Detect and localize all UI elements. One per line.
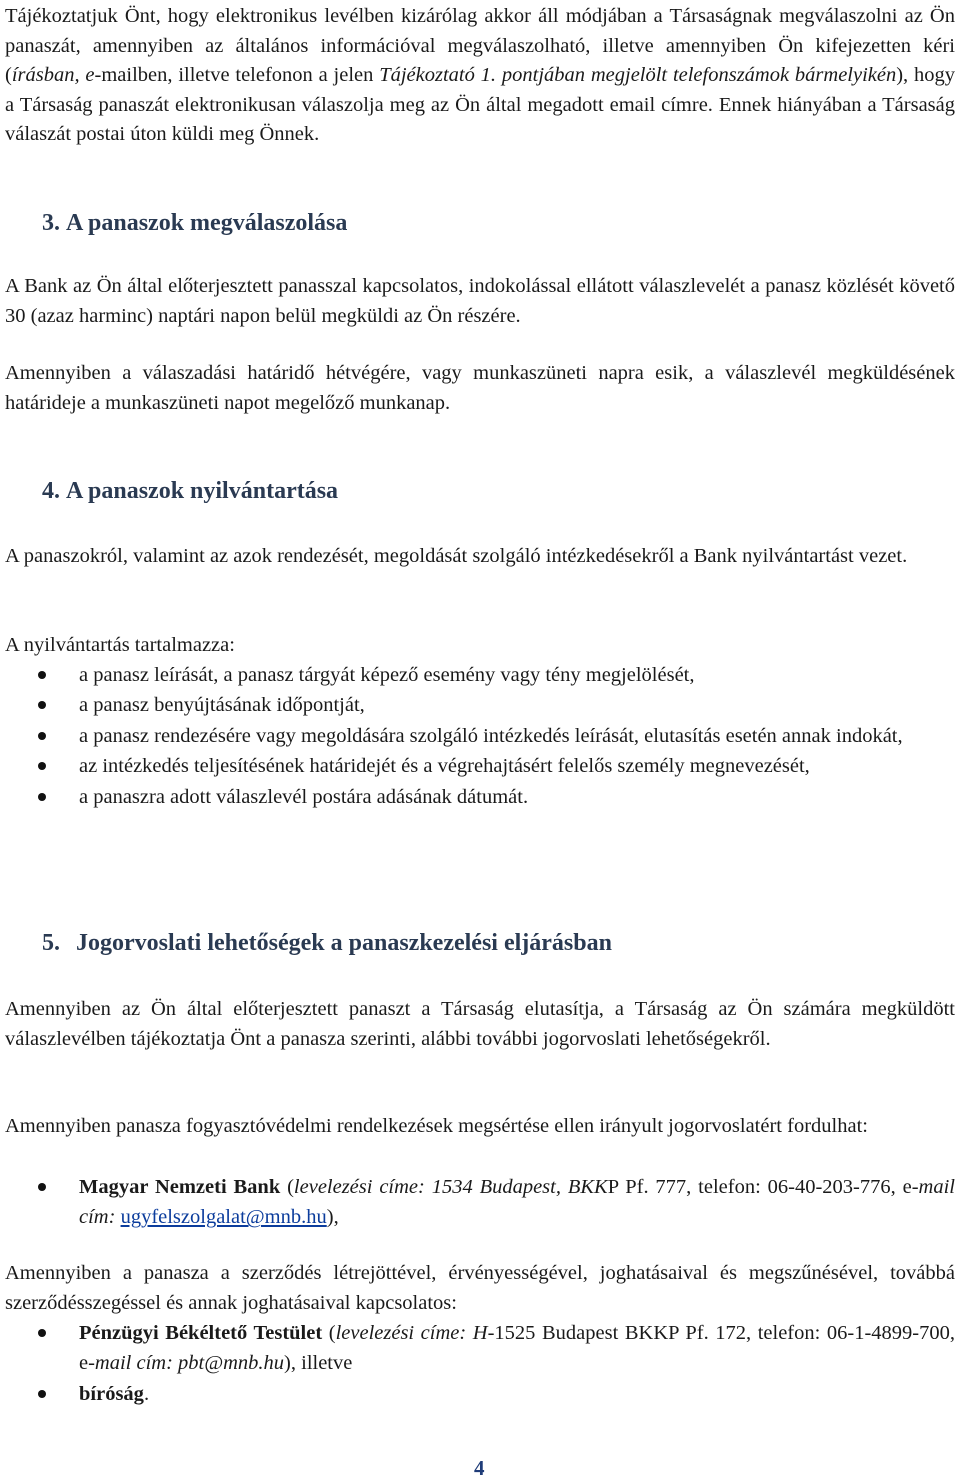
court-text: . — [143, 1382, 150, 1405]
bullet-icon — [38, 793, 46, 801]
pbt-email: -mail cím: pbt@mnb.hu — [88, 1352, 285, 1375]
list-item-court — [0, 1379, 955, 1409]
bullet-icon — [38, 1183, 46, 1191]
register-list-label: A nyilvántartás tartalmazza: — [5, 634, 235, 656]
mnb-address: levelezési címe: 1534 Budapest, BKK — [293, 1176, 608, 1198]
list-item-pbt — [0, 1318, 955, 1379]
section-4-number: 4. — [42, 478, 60, 504]
pbt-text-1: ( — [322, 1322, 336, 1344]
intro-paragraph — [5, 2, 955, 150]
bullet-icon — [38, 701, 46, 709]
section-3-title: A panaszok megválaszolása — [66, 210, 348, 236]
pbt-text-3: ), illetve — [284, 1352, 353, 1375]
pbt-list — [0, 1318, 955, 1409]
list-item — [0, 660, 955, 690]
mnb-email-label: -mail cím: — [79, 1176, 955, 1229]
mnb-email-link[interactable]: ugyfelszolgalat@mnb.hu — [120, 1206, 327, 1229]
pbt-text-2: -1525 Budapest BKKP Pf. 172, telefon: 06-1-4899-700, e — [79, 1322, 955, 1375]
list-item — [0, 782, 955, 812]
section-5-paragraph-1: Amennyiben az Ön által előterjesztett panaszt a Társaság elutasítja, a Társaság az Ön számára megküldött válaszlevélben tájékoztatja Önt a panasza szerinti, alábbi további jogorvoslati lehetőségekről. — [5, 998, 955, 1050]
section-5-number: 5. — [42, 930, 60, 956]
section-4-paragraph-1: A panaszokról, valamint az azok rendezését, megoldását szolgáló intézkedésekről a Bank nyilvántartást vezet. — [5, 545, 908, 567]
section-5-title: Jogorvoslati lehetőségek a panaszkezelési eljárásban — [76, 930, 612, 956]
list-item — [0, 690, 955, 720]
list-item-text: a panasz benyújtásának időpontját, — [79, 694, 365, 717]
register-content-list — [0, 660, 955, 812]
section-4-heading — [42, 478, 338, 505]
bullet-icon — [38, 671, 46, 679]
list-item-mnb — [0, 1172, 955, 1233]
court-name: bíróság — [79, 1382, 144, 1405]
list-item-text: a panasz rendezésére vagy megoldására szolgáló intézkedés leírását, elutasítás esetén annak indokát, — [79, 724, 903, 747]
intro-text-3: ), hogy a Társaság panaszát elektronikusan válaszolja meg az Ön által megadott email címre. Ennek hiányában a Társaság válaszát postai úton küldi meg Önnek. — [5, 64, 956, 146]
section-3-paragraph-2: Amennyiben a válaszadási határidő hétvégére, vagy munkaszüneti napra esik, a válaszlevél megküldésének határideje a munkaszüneti napot megelőző munkanap. — [5, 362, 955, 414]
mnb-text-2: P Pf. 777, telefon: 06-40-203-776, e — [607, 1176, 912, 1198]
intro-text-2: mailben, illetve telefonon a jelen — [101, 64, 380, 87]
intro-italic-1: írásban, e- — [11, 64, 102, 87]
list-item-text: a panaszra adott válaszlevél postára adásának dátumát. — [79, 785, 529, 808]
section-3-heading — [42, 210, 347, 237]
mnb-list — [0, 1172, 955, 1233]
pbt-name: Pénzügyi Békéltető Testület — [79, 1322, 323, 1344]
section-3-number: 3. — [42, 210, 60, 236]
mnb-text-3: ), — [326, 1206, 339, 1229]
intro-text-1: Tájékoztatjuk Önt, hogy elektronikus levélben kizárólag akkor áll módjában a Társaságnak megválaszolni az Ön panaszát, amennyiben az általános információval megválaszolható, illetve amennyiben Ön kifejezetten kéri ( — [5, 5, 955, 87]
intro-italic-2: Tájékoztató 1. pontjában megjelölt telefonszámok bármelyikén — [379, 64, 897, 87]
bullet-icon — [38, 1329, 46, 1337]
section-5-paragraph-3: Amennyiben a panasza a szerződés létrejöttével, érvényességével, joghatásaival és megszűnésével, továbbá szerződésszegéssel és annak joghatásaival kapcsolatos: — [5, 1262, 955, 1314]
section-4-title: A panaszok nyilvántartása — [66, 478, 339, 504]
section-5-heading — [42, 930, 612, 957]
section-5-paragraph-2: Amennyiben panasza fogyasztóvédelmi rendelkezések megsértése ellen irányult jogorvoslatért fordulhat: — [5, 1115, 868, 1137]
mnb-name: Magyar Nemzeti Bank — [79, 1176, 281, 1198]
bullet-icon — [38, 1390, 46, 1398]
list-item-text: a panasz leírását, a panasz tárgyát képező esemény vagy tény megjelölését, — [79, 664, 695, 686]
list-item — [0, 751, 955, 781]
list-item-text: az intézkedés teljesítésének határidejét és a végrehajtásért felelős személy megnevezését, — [79, 755, 810, 778]
section-3-paragraph-1: A Bank az Ön által előterjesztett panasszal kapcsolatos, indokolással ellátott válaszlevelét a panasz közlését követő 30 (azaz harminc) naptári napon belül megküldi az Ön részére. — [5, 275, 955, 327]
mnb-text-1: ( — [280, 1176, 294, 1198]
list-item — [0, 721, 955, 751]
pbt-address: levelezési címe: H — [335, 1322, 488, 1344]
page-number: 4 — [474, 1456, 485, 1480]
bullet-icon — [38, 732, 46, 740]
bullet-icon — [38, 762, 46, 770]
